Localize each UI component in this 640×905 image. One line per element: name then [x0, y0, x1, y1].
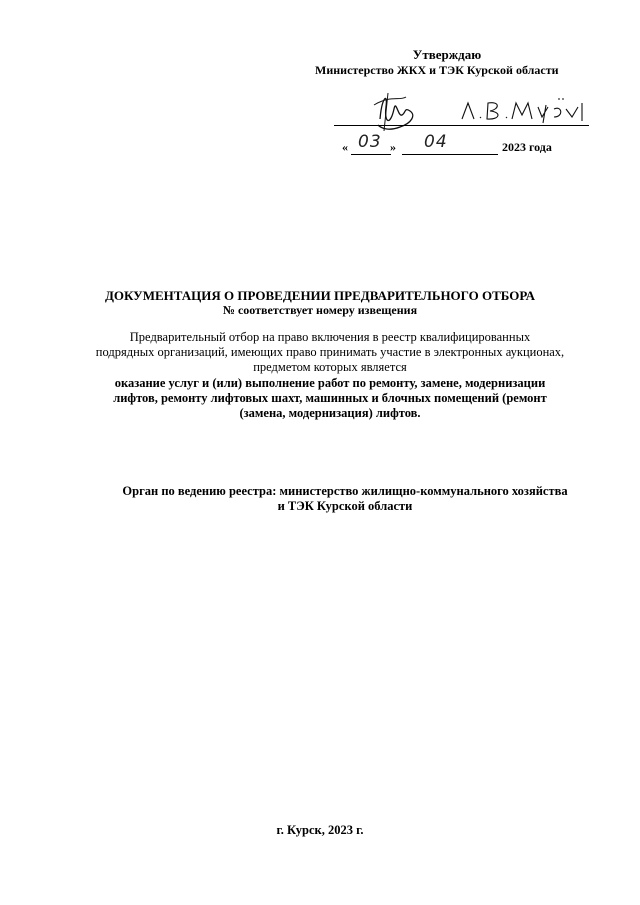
document-title: ДОКУМЕНТАЦИЯ О ПРОВЕДЕНИИ ПРЕДВАРИТЕЛЬНОГО ОТБОРА — [104, 288, 536, 303]
description-line: Предварительный отбор на право включения в реестр квалифицированных — [129, 330, 531, 344]
subject-line: оказание услуг и (или) выполнение работ по ремонту, замене, модернизации — [114, 376, 546, 390]
date-close-quote: » — [390, 140, 396, 154]
date-day-line — [351, 154, 391, 155]
approval-date — [342, 132, 602, 158]
subject-line: лифтов, ремонту лифтовых шахт, машинных и блочных помещений (ремонт — [113, 391, 547, 405]
registry-organ-line: Орган по ведению реестра: министерство жилищно-коммунального хозяйства — [122, 484, 568, 498]
date-year: 2023 года — [502, 140, 552, 154]
approval-organization: Министерство ЖКХ и ТЭК Курской области — [315, 63, 559, 77]
approval-title: Утверждаю — [412, 47, 482, 62]
document-subtitle: № соответствует номеру извещения — [222, 303, 418, 317]
signature-image — [340, 87, 590, 137]
date-month: 04 — [424, 132, 448, 152]
place-and-year: г. Курск, 2023 г. — [276, 823, 364, 837]
description-paragraph — [60, 330, 600, 375]
selection-subject — [60, 376, 600, 421]
subject-line: (замена, модернизация) лифтов. — [239, 406, 421, 420]
registry-organ — [90, 484, 600, 514]
signature-line — [334, 125, 589, 126]
description-line: подрядных организаций, имеющих право принимать участие в электронных аукционах, — [95, 345, 565, 359]
date-month-line — [402, 154, 498, 155]
description-line: предметом которых является — [253, 360, 407, 374]
date-day: 03 — [358, 132, 382, 152]
date-open-quote: « — [342, 140, 348, 154]
registry-organ-line: и ТЭК Курской области — [277, 499, 413, 513]
approval-block — [312, 47, 592, 154]
